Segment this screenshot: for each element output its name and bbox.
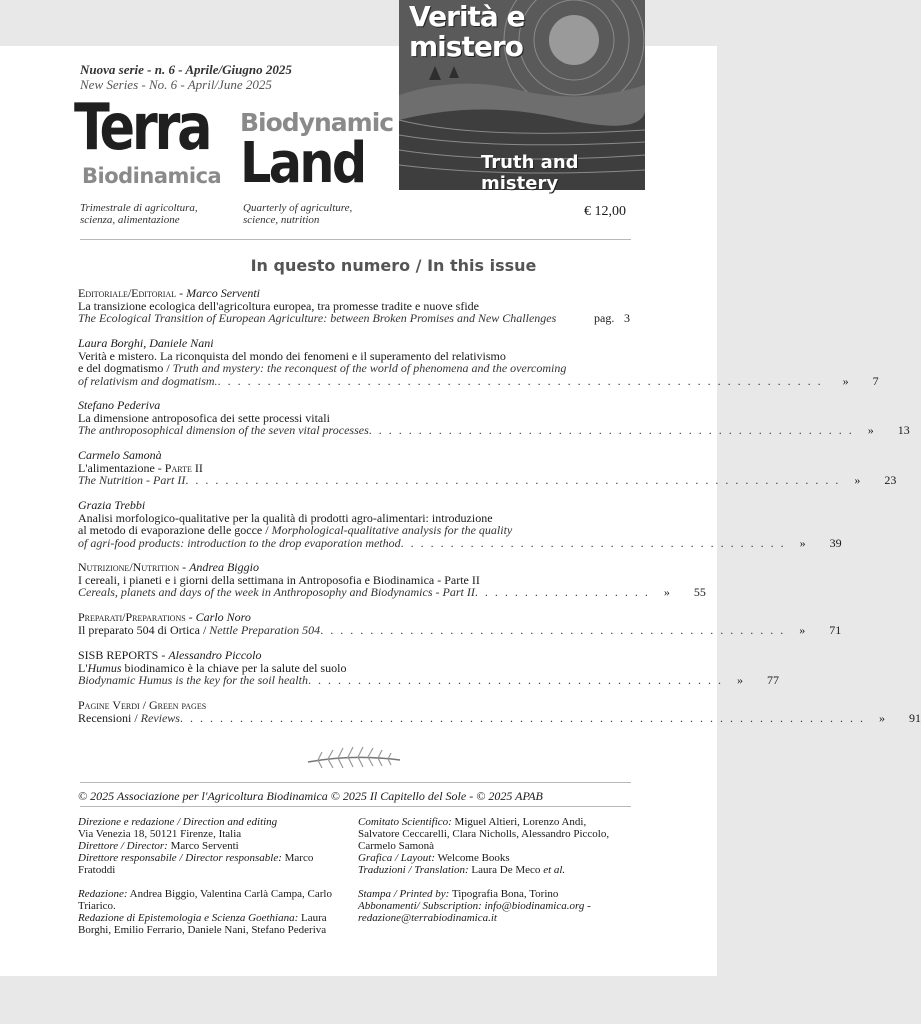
toc-title-it-cont: e del dogmatismo / [78,361,170,375]
credit-value: Welcome Books [437,852,510,864]
cover-image [399,0,645,194]
toc-author: Grazia Trebbi [78,498,146,512]
toc-author: Laura Borghi, Daniele Nani [78,336,214,350]
credit-value: Laura [301,912,327,924]
toc-title-en: The anthroposophical dimension of the seven vital processes [78,423,369,437]
credit-value: Tipografia Bona, Torino [451,888,559,900]
credit-value: et al. [543,864,566,876]
toc-leader: . . . . . . . . . . . . . . . . . . . . . . . . . . . . . . . . . . . . . . . . . . . . . . . . . [368,423,854,437]
credit-value: Laura De Meco [471,864,541,876]
toc-title-en-cont: of agri-food products: introduction to the drop evaporation method [78,535,401,550]
issue-info-en: New Series - No. 6 - April/June 2025 [80,77,272,92]
credit-label: Traduzioni / Translation: [358,864,469,876]
toc-title-it: L' [78,660,88,675]
toc-entry[interactable] [78,336,879,388]
toc-title-it: L'alimentazione - [78,460,165,475]
toc-leader: . . . . . . . . . . . . . . . . . . . . . . . . . . . . . . . . . . . . . . . . . . . . . . . . . . . . . . . . . . . . . [217,373,823,388]
toc-leader: . . . . . . . . . . . . . . . . . . . . . . . . . . . . . . . . . . . . . . . . . . . . . . . [320,622,786,637]
toc-author: Stefano Pederiva [78,398,161,412]
credit-value: Borghi, Emilio Ferrario, Daniele Nani, Stefano Pederiva [78,924,327,936]
toc-heading: In questo numero / In this issue [250,256,537,275]
credit-value: Triarico. [78,900,116,912]
toc-section: Pagine Verdi / Green pages [78,698,207,712]
credit-value: Andrea Biggio, Valentina Carlà Campa, Carlo [129,888,332,900]
toc-title-en: Cereals, planets and days of the week in Anthroposophy and Biodynamics - Part II [78,585,475,599]
credit-email[interactable]: redazione@terrabiodinamica.it [358,912,497,924]
toc-page: 7 [872,373,879,388]
issue-info [80,62,292,92]
toc-page-prefix: pag. [594,311,615,325]
toc-page: 23 [884,473,897,487]
credit-label: Comitato Scientifico: [358,816,452,828]
toc-author: Carmelo Samonà [78,448,162,462]
toc-section: Preparati/Preparations [78,610,186,624]
logo-land: Land [240,131,365,196]
toc-author: Marco Serventi [186,286,261,300]
toc-page: 91 [908,710,921,725]
divider [80,806,631,807]
toc-entry[interactable]: Nutrizione/Nutrition - Andrea Biggio I cereali, i pianeti e i giorni della settimana in Antroposofia e Biodinamica - Parte II Cereals, planets and days of the week in Anthroposophy and Biodynamics - Part II . . . . . . . . . . . . . . . . . . » 55 [78,560,706,599]
copyright: © 2025 Associazione per l'Agricoltura Biodinamica © 2025 Il Capitello del Sole - © 2025 APAB [78,789,543,803]
toc-page-prefix: » [867,423,874,437]
credit-label: Redazione: [78,888,128,900]
toc-author: Carlo Noro [195,610,251,624]
fern-ornament-icon [304,744,404,774]
cover-title-it: Verità e mistero [409,0,525,63]
toc-leader: . . . . . . . . . . . . . . . . . . . . . . . . . . . . . . . . . . . . . . . . . . . . . . . . . . . . . . . . . . . . . . . . . . [185,473,841,487]
credit-value: Salvatore Ceccarelli, Clara Nicholls, Alessandro Piccolo, [358,828,610,840]
toc-page-prefix: » [799,622,806,637]
toc-section: SISB REPORTS [78,648,159,662]
credits-left [78,816,353,936]
toc-title-en: Truth and mystery: the reconquest of the world of phenomena and the overcoming [172,361,567,375]
toc-title-it-humus: Humus [87,660,122,675]
toc-section: Editoriale/Editorial [78,286,177,300]
logo-terra: Terra [74,91,210,165]
credit-direction: Direzione e redazione / Direction and editing [78,816,278,828]
toc-page: 13 [897,423,910,437]
toc-entry[interactable] [78,698,921,725]
toc-title-it: Analisi morfologico-qualitative per la qualità di prodotti agro-alimentari: introduzione [78,510,493,525]
toc-title-it-cont: al metodo di evaporazione delle gocce / [78,523,269,537]
toc-page-prefix: » [854,473,861,487]
credit-label: Direttore responsabile / Director responsable: [78,852,282,864]
toc-page: 3 [624,311,630,325]
toc-leader: . . . . . . . . . . . . . . . . . . . . . . . . . . . . . . . . . . . . . . . . . . [307,673,723,687]
credit-label: Direttore / Director: [78,840,168,852]
toc-title-it: Recensioni / [78,710,138,725]
credit-label: Stampa / Printed by: [358,888,450,900]
toc-entry[interactable]: Editoriale/Editorial - Marco Serventi La transizione ecologica dell'agricoltura europea, tra promesse tradite e nuove sfide The Ecological Transition of European Agriculture: between Broken Promises and New Challenges pag. 3 [78,286,630,325]
toc-title-en: Nettle Preparation 504 [209,622,321,637]
toc-title-en: Biodynamic Humus is the key for the soil health [78,673,308,687]
credit-address: Via Venezia 18, 50121 Firenze, Italia [78,828,242,840]
toc-title-en: The Nutrition - Part II [78,473,186,487]
toc-title-it: Verità e mistero. La riconquista del mondo dei fenomeni e il superamento del relativismo [78,348,506,363]
toc-entry[interactable] [78,498,842,550]
toc-title-it-part: Parte II [164,460,203,475]
toc-author: Andrea Biggio [189,560,259,574]
toc-title-it: La dimensione antroposofica dei sette processi vitali [78,410,330,425]
issue-info-it: Nuova serie - n. 6 - Aprile/Giugno 2025 [80,62,292,77]
credit-value: Carmelo Samonà [358,840,435,852]
toc-entry[interactable]: SISB REPORTS - Alessandro Piccolo L'Humus biodinamico è la chiave per la salute del suolo Biodynamic Humus is the key for the soil health . . . . . . . . . . . . . . . . . . . . . . . . . . . . . . . . . . . . . . . . . . » 77 [78,648,779,687]
toc-page: 71 [829,622,842,637]
toc-page: 39 [829,535,842,550]
toc-page-prefix: » [799,535,806,550]
toc-section: Nutrizione/Nutrition [78,560,180,574]
toc-page-prefix: » [736,673,743,687]
credit-label: Grafica / Layout: [358,852,435,864]
credit-label: Abbonamenti/ Subscription: [358,900,482,912]
divider [80,239,631,240]
price: € 12,00 [584,204,626,219]
credits-right [358,816,638,924]
toc-entry[interactable]: Preparati/Preparations - Carlo Noro Il preparato 504 di Ortica / Nettle Preparation 504 . . . . . . . . . . . . . . . . . . . . . . . . . . . . . . . . . . . . . . . . . . . . . . . » 71 [78,610,842,637]
toc-page-prefix: » [842,373,849,388]
toc-leader: . . . . . . . . . . . . . . . . . . . . . . . . . . . . . . . . . . . . . . . [400,535,786,550]
credit-value: Miguel Altieri, Lorenzo Andi, [454,816,587,828]
toc-page-prefix: » [878,710,885,725]
toc-page: 55 [693,585,706,599]
toc-entry[interactable] [78,398,910,437]
divider [80,782,631,783]
logo-biodynamic: Biodynamic [240,108,394,137]
toc-title-it: I cereali, i pianeti e i giorni della settimana in Antroposofia e Biodinamica - Parte II [78,572,480,587]
toc-entry[interactable] [78,448,897,487]
toc-title-it: La transizione ecologica dell'agricoltura europea, tra promesse tradite e nuove sfide [78,298,479,313]
credit-value: Marco Fratoddi [78,852,314,876]
toc-leader: . . . . . . . . . . . . . . . . . . . . . . . . . . . . . . . . . . . . . . . . . . . . . . . . . . . . . . . . . . . . . . . . . . . . . [179,710,865,725]
toc-title-en-cont: of relativism and dogmatism. [78,373,218,388]
toc-title-en: Morphological-qualitative analysis for the quality [271,523,513,537]
subtitle-en: Quarterly of agriculture, science, nutrition [243,202,353,226]
credit-email[interactable]: info@biodinamica.org - [484,900,591,912]
toc-page: 77 [766,673,779,687]
toc-title-en: Reviews [140,710,180,725]
toc-title-en: The Ecological Transition of European Agriculture: between Broken Promises and New Challenges [78,311,557,325]
credit-label: Redazione di Epistemologia e Scienza Goethiana: [78,912,299,924]
subtitle-it: Trimestrale di agricoltura, scienza, alimentazione [80,202,198,226]
toc-author: Alessandro Piccolo [168,648,262,662]
credit-value: Marco Serventi [170,840,239,852]
toc-title-it: Il preparato 504 di Ortica / [78,622,207,637]
cover-title-en: Truth and mistery [481,152,579,194]
logo-biodinamica: Biodinamica [82,164,222,188]
toc-title-it-rest: biodinamico è la chiave per la salute del suolo [121,660,347,675]
toc-leader: . . . . . . . . . . . . . . . . . . [474,585,650,599]
toc-page-prefix: » [663,585,670,599]
